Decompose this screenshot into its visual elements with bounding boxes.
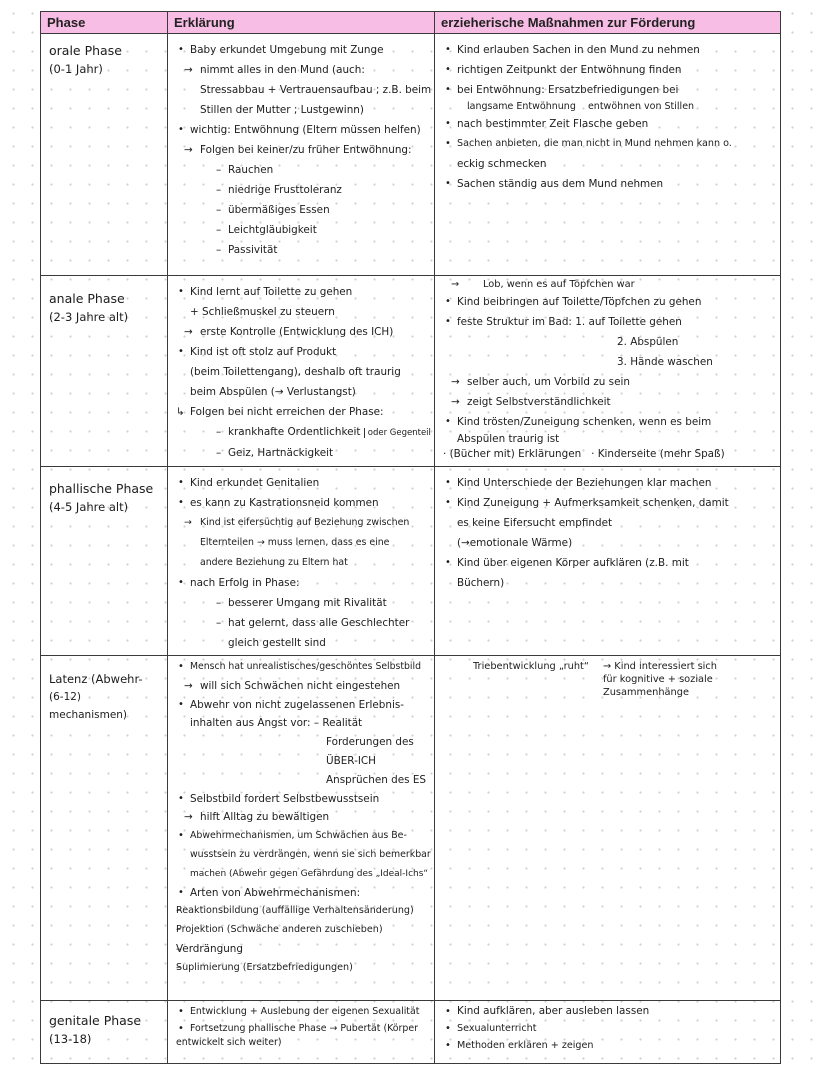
row-latenz-phase-label: [41, 664, 167, 728]
note-text: entwöhnen von Stillen: [587, 101, 695, 112]
list-item: andere Beziehung zu Eltern hat: [200, 557, 348, 568]
list-item: ↳ Folgen bei nicht erreichen der Phase:: [176, 402, 428, 422]
row-orale-erklaerung: [168, 34, 434, 275]
note-text: Kinderseite (mehr Spaß): [597, 448, 725, 460]
list-item: – besserer Umgang mit Rivalität: [176, 593, 428, 613]
row-latenz-massnahmen: [435, 656, 780, 1000]
note-text: Triebentwicklung „ruht“: [473, 661, 589, 672]
list-item: Ansprüchen des ES: [326, 773, 427, 786]
note-text: langsame Entwöhnung: [467, 101, 576, 112]
note-text: → Kind interessiert sich für kognitive + soziale Zusammenhänge: [602, 661, 717, 698]
list-item: → nimmt alles in den Mund (auch:: [176, 60, 428, 80]
list-item: es keine Eifersucht empfindet: [457, 517, 613, 529]
list-item: – Verdrängung: [176, 940, 428, 959]
list-item: • bei Entwöhnung: Ersatzbefriedigungen bei: [443, 80, 774, 100]
note-text: 1. auf Toilette gehen: [575, 316, 682, 328]
list-item: [176, 422, 431, 443]
list-item: → will sich Schwächen nicht eingestehen: [176, 677, 428, 696]
list-item: • nach Erfolg in Phase:: [176, 573, 428, 593]
list-item: • Kind aufklären, aber ausleben lassen: [443, 1003, 774, 1020]
list-item: • Arten von Abwehrmechanismen:: [176, 884, 428, 903]
phase-name: genitale Phase: [49, 1013, 142, 1028]
list-item: • Methoden erklären + zeigen: [443, 1037, 774, 1054]
list-item: → hilft Alltag zu bewältigen: [176, 808, 428, 827]
list-item: • es kann zu Kastrationsneid kommen: [176, 493, 428, 513]
latenz-note: [443, 660, 774, 699]
phase-table: [40, 11, 781, 1064]
list-item: • Fortsetzung phallische Phase → Pubertät (Körper: [176, 1020, 428, 1037]
list-item: → selber auch, um Vorbild zu sein: [443, 372, 774, 392]
phase-name: orale Phase: [49, 43, 122, 58]
note-text: feste Struktur im Bad:: [457, 316, 572, 328]
list-item: • Kind trösten/Zuneigung schenken, wenn es beim: [443, 412, 774, 432]
list-item: – niedrige Frusttoleranz: [176, 180, 428, 200]
list-item: • Kind beibringen auf Toilette/Töpfchen zu gehen: [443, 292, 774, 312]
list-item: Stressabbau + Vertrauensaufbau ; z.B. beim: [200, 84, 432, 96]
list-item: (→emotionale Wärme): [457, 537, 573, 549]
phase-age: (13-18): [49, 1032, 92, 1046]
row-genitale-massnahmen: [435, 1001, 780, 1063]
list-item: • Selbstbild fordert Selbstbewusstsein: [176, 790, 428, 809]
row-latenz-erklaerung: [168, 656, 434, 1000]
list-item: Büchern): [457, 577, 505, 589]
header-erklaerung: Erklärung: [168, 12, 435, 34]
list-item: + Schließmuskel zu steuern: [190, 306, 335, 318]
row-orale-phase-label: [41, 36, 167, 82]
row-orale-massnahmen: [435, 34, 780, 275]
row-anale-phase-label: [41, 284, 167, 330]
list-item: – Reaktionsbildung (auffällige Verhaltensänderung): [176, 902, 428, 921]
list-item: • Kind ist oft stolz auf Produkt: [176, 342, 428, 362]
list-item: • Kind Zuneigung + Aufmerksamkeit schenken, damit: [443, 493, 774, 513]
header-phase: Phase: [41, 12, 168, 34]
header-massnahmen: erzieherische Maßnahmen zur Förderung: [435, 12, 780, 34]
list-item: • Sachen anbieten, die man nicht in Mund nehmen kann o.: [443, 134, 774, 154]
list-item: • wichtig: Entwöhnung (Eltern müssen helfen): [176, 120, 428, 140]
list-item: (beim Toilettengang), deshalb oft traurig: [190, 366, 401, 378]
list-item: wusstsein zu verdrängen, wenn sie sich bemerkbar: [190, 848, 431, 860]
list-item: • Abwehrmechanismen, um Schwächen aus Be-: [176, 827, 428, 846]
list-item: entwickelt sich weiter): [176, 1037, 282, 1048]
list-item: • Sachen ständig aus dem Mund nehmen: [443, 174, 774, 194]
list-item: → erste Kontrolle (Entwicklung des ICH): [176, 322, 428, 342]
row-phallische-erklaerung: [168, 467, 434, 655]
row-anale-erklaerung: [168, 276, 434, 466]
list-item: → Kind ist eifersüchtig auf Beziehung zwischen: [176, 513, 428, 533]
list-item: • Sexualunterricht: [443, 1020, 774, 1037]
phase-name: Latenz (Abwehr-: [49, 672, 143, 686]
list-item: • Entwicklung + Auslebung der eigenen Sexualität: [176, 1003, 428, 1020]
row-genitale-phase-label: [41, 1006, 167, 1052]
list-item: • Abwehr von nicht zugelassenen Erlebnis-: [176, 696, 428, 715]
note-text: oder Gegenteil: [364, 428, 431, 438]
list-item: Abspülen traurig ist: [457, 433, 560, 445]
phase-age: (6-12) mechanismen): [49, 691, 128, 721]
list-item: • Kind lernt auf Toilette zu gehen: [176, 282, 428, 302]
list-item: eckig schmecken: [457, 158, 547, 170]
list-item: gleich gestellt sind: [228, 637, 326, 649]
list-item: – Rauchen: [176, 160, 428, 180]
list-item: Forderungen des: [326, 736, 414, 749]
list-item: → zeigt Selbstverständlichkeit: [443, 392, 774, 412]
note-text: krankhafte Ordentlichkeit: [228, 426, 361, 438]
list-item: beim Abspülen (→ Verlustangst): [190, 386, 356, 398]
row-phallische-phase-label: [41, 474, 167, 520]
list-item: [443, 100, 774, 114]
list-item: – Leichtgläubigkeit: [176, 220, 428, 240]
list-item: [443, 312, 774, 332]
note-text: Realität: [322, 717, 363, 730]
row-anale-massnahmen: [435, 276, 780, 466]
phase-age: (4-5 Jahre alt): [49, 500, 129, 514]
list-item: • Kind über eigenen Körper aufklären (z.B. mit: [443, 553, 774, 573]
row-phallische-massnahmen: [435, 467, 780, 655]
list-item: • Baby erkundet Umgebung mit Zunge: [176, 40, 428, 60]
list-item: • Kind erlauben Sachen in den Mund zu nehmen: [443, 40, 774, 60]
list-item: inhalten aus Angst vor: – Realität: [190, 717, 363, 730]
list-item: Elternteilen → muss lernen, dass es eine: [200, 537, 390, 548]
list-item: – hat gelernt, dass alle Geschlechter: [176, 613, 428, 633]
list-item: Stillen der Mutter ; Lustgewinn): [200, 104, 364, 116]
list-item: → Lob, wenn es auf Töpfchen war: [443, 278, 774, 292]
phase-age: (2-3 Jahre alt): [49, 310, 129, 324]
phase-name: phallische Phase: [49, 481, 154, 496]
list-item: 3. Hände waschen: [617, 356, 713, 368]
list-item: 2. Abspülen: [617, 336, 679, 348]
list-item: – Passivität: [176, 240, 428, 260]
list-item: – Projektion (Schwäche anderen zuschieben): [176, 921, 428, 940]
list-item: – Geiz, Hartnäckigkeit: [176, 443, 428, 463]
list-item: · (Bücher mit) Erklärungen · Kinderseite (mehr Spaß): [443, 448, 725, 460]
phase-name: anale Phase: [49, 291, 125, 306]
list-item: – übermäßiges Essen: [176, 200, 428, 220]
note-text: inhalten aus Angst vor:: [190, 717, 311, 730]
list-item: → Folgen bei keiner/zu früher Entwöhnung:: [176, 140, 428, 160]
phase-age: (0-1 Jahr): [49, 62, 103, 76]
list-item: • Mensch hat unrealistisches/geschöntes Selbstbild: [176, 658, 428, 677]
note-text: (Bücher mit) Erklärungen: [449, 448, 582, 460]
list-item: machen (Abwehr gegen Gefährdung des „Ideal-Ichs“: [190, 868, 429, 879]
list-item: • Kind erkundet Genitalien: [176, 473, 428, 493]
list-item: – Suplimierung (Ersatzbefriedigungen): [176, 959, 428, 978]
list-item: • Kind Unterschiede der Beziehungen klar machen: [443, 473, 774, 493]
list-item: • richtigen Zeitpunkt der Entwöhnung finden: [443, 60, 774, 80]
list-item: ÜBER-ICH: [326, 754, 376, 767]
row-genitale-erklaerung: [168, 1001, 434, 1063]
list-item: • nach bestimmter Zeit Flasche geben: [443, 114, 774, 134]
